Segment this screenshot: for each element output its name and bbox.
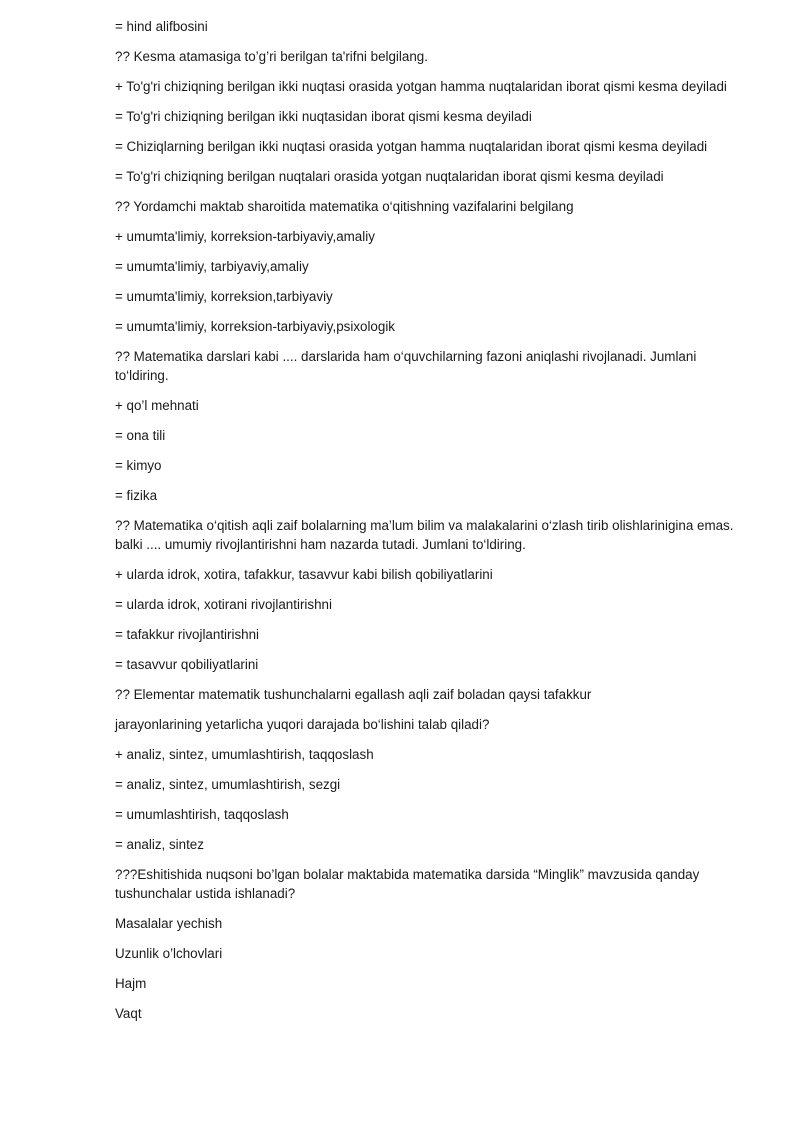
answer-line: = analiz, sintez	[115, 837, 204, 852]
answer-line: = To'g'ri chiziqning berilgan ikki nuqtasidan iborat qismi kesma deyiladi	[115, 109, 532, 124]
correct-answer-line: + To'g'ri chiziqning berilgan ikki nuqtasi orasida yotgan hamma nuqtalaridan iborat qismi kesma deyiladi	[115, 79, 727, 94]
question-line: ?? Yordamchi maktab sharoitida matematika o‘qitishning vazifalarini belgilang	[115, 199, 574, 214]
question-line: ?? Matematika darslari kabi .... darslarida ham o‘quvchilarning fazoni aniqlashi rivojlanadi. Jumlani to‘ldiring.	[115, 349, 697, 383]
question-line-continued: jarayonlarining yetarlicha yuqori darajada bo‘lishini talab qiladi?	[115, 717, 490, 732]
answer-line: = Chiziqlarning berilgan ikki nuqtasi orasida yotgan hamma nuqtalaridan iborat qismi kesma deyiladi	[115, 139, 708, 154]
question-line: ?? Matematika o‘qitish aqli zaif bolalarning ma’lum bilim va malakalarini o‘zlash tirib olishlarinigina emas. balki .... umumiy rivojlantirishni ham nazarda tutadi. Jumlani to‘ldiring.	[115, 518, 734, 552]
answer-option: Vaqt	[115, 1006, 142, 1021]
answer-line: = To'g'ri chiziqning berilgan nuqtalari orasida yotgan nuqtalaridan iborat qismi kesma deyiladi	[115, 169, 664, 184]
answer-line: = fizika	[115, 488, 158, 503]
answer-line: = hind alifbosini	[115, 19, 208, 34]
answer-option: Masalalar yechish	[115, 916, 223, 931]
correct-answer-line: + analiz, sintez, umumlashtirish, taqqoslash	[115, 747, 374, 762]
question-line: ?? Elementar matematik tushunchalarni egallash aqli zaif boladan qaysi tafakkur	[115, 687, 592, 702]
answer-line: = umumlashtirish, taqqoslash	[115, 807, 289, 822]
answer-line: = analiz, sintez, umumlashtirish, sezgi	[115, 777, 341, 792]
answer-line: = umumta'limiy, korreksion,tarbiyaviy	[115, 289, 333, 304]
correct-answer-line: + qo’l mehnati	[115, 398, 199, 413]
answer-option: Uzunlik o’lchovlari	[115, 946, 223, 961]
answer-line: = tafakkur rivojlantirishni	[115, 627, 260, 642]
document-page	[115, 17, 745, 1034]
question-line: ???Eshitishida nuqsoni bo’lgan bolalar maktabida matematika darsida “Minglik” mavzusida qanday tushunchalar ustida ishlanadi?	[115, 867, 700, 901]
correct-answer-line: + umumta'limiy, korreksion-tarbiyaviy,amaliy	[115, 229, 375, 244]
answer-line: = ona tili	[115, 428, 166, 443]
answer-line: = ularda idrok, xotirani rivojlantirishni	[115, 597, 332, 612]
answer-line: = kimyo	[115, 458, 162, 473]
correct-answer-line: + ularda idrok, xotira, tafakkur, tasavvur kabi bilish qobiliyatlarini	[115, 567, 493, 582]
answer-line: = umumta'limiy, tarbiyaviy,amaliy	[115, 259, 309, 274]
answer-option: Hajm	[115, 976, 147, 991]
question-line: ?? Kesma atamasiga to’g’ri berilgan ta'rifni belgilang.	[115, 49, 428, 64]
answer-line: = tasavvur qobiliyatlarini	[115, 657, 259, 672]
answer-line: = umumta'limiy, korreksion-tarbiyaviy,psixologik	[115, 319, 395, 334]
